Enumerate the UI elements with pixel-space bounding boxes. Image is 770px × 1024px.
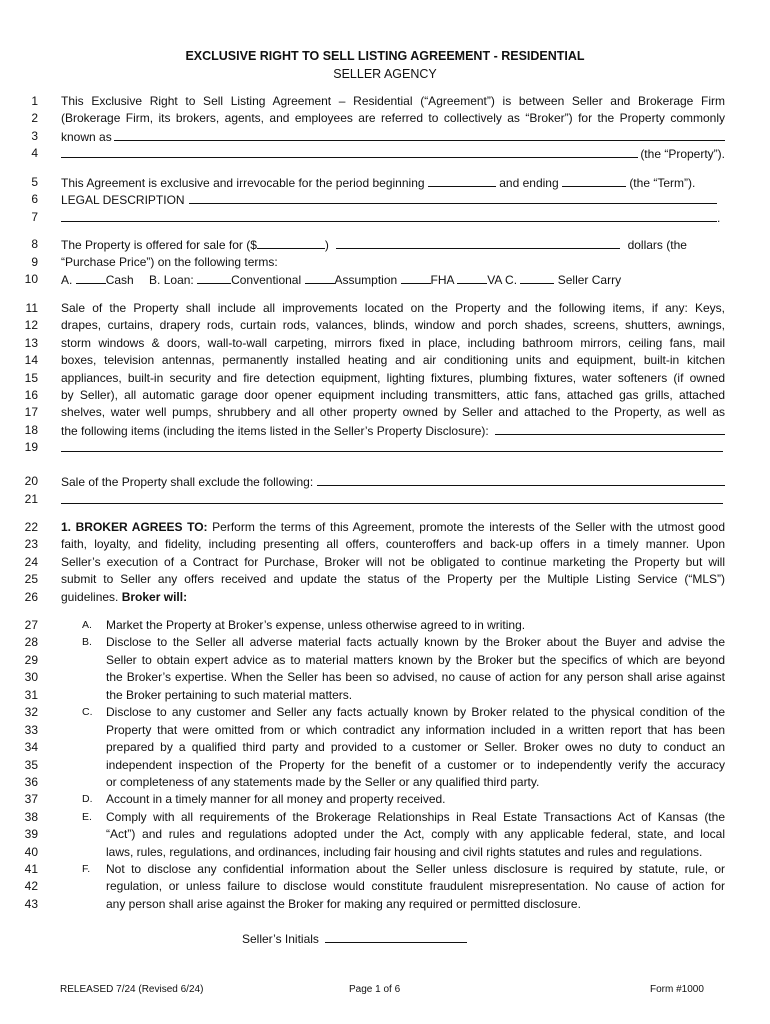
line-number: 12 <box>24 318 38 332</box>
list-marker: A. <box>82 619 92 631</box>
exclusions-label: Sale of the Property shall exclude the following: <box>61 475 314 489</box>
purchase-price-line <box>61 236 725 255</box>
inclusions-line: shelves, water well pumps, shrubbery and all other property owned by Seller and attached to the Property, as well as <box>61 405 725 419</box>
legal-description-field[interactable] <box>189 191 717 204</box>
line-number: 19 <box>24 440 38 454</box>
line-number: 30 <box>24 670 38 684</box>
duty-c-line: independent inspection of the Property for the benefit of a customer or to independently verify the accuracy <box>106 758 725 772</box>
seller-initials-label: Seller’s Initials <box>242 932 319 946</box>
line-number: 27 <box>24 618 38 632</box>
inclusions-items-label: the following items (including the items listed in the Seller’s Property Disclosure): <box>61 424 489 438</box>
line-number: 20 <box>24 474 38 488</box>
duty-b-line: the Broker’s expertise. When the Seller has been so advised, no cause of action for any person shall arise against <box>106 670 725 684</box>
line-number: 8 <box>31 237 38 251</box>
duty-c-line: Disclose to any customer and Seller any facts actually known by Broker related to the physical condition of the <box>106 705 725 719</box>
line-number: 16 <box>24 388 38 402</box>
list-marker: C. <box>82 706 93 718</box>
inclusions-line: Sale of the Property shall include all improvements located on the Property and the following items, if any: Keys, <box>61 301 725 315</box>
duty-c-line: prepared by a qualified third party and provided to a customer or Seller. Broker owes no duty to conduct an <box>106 740 725 754</box>
footer-release: RELEASED 7/24 (Revised 6/24) <box>60 984 204 995</box>
line-number: 22 <box>24 520 38 534</box>
duty-e-line: “Act”) and rules and regulations adopted under the Act, comply with any applicable federal, state, and local <box>106 827 725 841</box>
included-items-field[interactable] <box>495 422 725 435</box>
line-number: 17 <box>24 405 38 419</box>
footer-form-number: Form #1000 <box>650 984 704 995</box>
line-number: 31 <box>24 688 38 702</box>
list-marker: E. <box>82 811 92 823</box>
line-number: 32 <box>24 705 38 719</box>
duty-f-line: Not to disclose any confidential information about the Seller unless disclosure is required by statute, rule, or <box>106 862 725 876</box>
property-address-line-2 <box>61 145 725 164</box>
list-marker: F. <box>82 863 91 875</box>
duty-b-line: Seller to obtain expert advice as to material matters known by the Broker but the specifics of which are beyond <box>106 653 725 667</box>
line-number: 33 <box>24 723 38 737</box>
broker-section-line <box>61 589 725 607</box>
duty-e-line: laws, rules, regulations, and ordinances, including fair housing and civil rights statutes and rules and regulations. <box>106 845 703 859</box>
line-number: 37 <box>24 792 38 806</box>
line-number: 23 <box>24 537 38 551</box>
term-begin-date-field[interactable] <box>428 174 496 187</box>
duty-b-line: the Broker pertaining to such material matters. <box>106 688 353 702</box>
option-b-label: B. Loan: <box>149 273 194 287</box>
option-a-label: A. <box>61 273 73 287</box>
legal-description-field-2[interactable] <box>61 209 717 222</box>
seller-carry-checkbox[interactable] <box>520 271 554 284</box>
broker-section-line: faith, loyalty, and fidelity, including presenting all offers, counteroffers and back-up offers in a timely manner. Upon <box>61 537 725 551</box>
duty-d-line: Account in a timely manner for all money and property received. <box>106 792 446 806</box>
seller-initials-field[interactable] <box>325 930 467 943</box>
financing-terms-line <box>61 271 725 290</box>
line-number: 25 <box>24 572 38 586</box>
duty-f-line: any person shall arise against the Broker for making any required or permitted disclosure. <box>106 897 581 911</box>
line-number: 28 <box>24 635 38 649</box>
line-number: 13 <box>24 336 38 350</box>
line-number: 1 <box>31 94 38 108</box>
price-words-field[interactable] <box>336 236 620 249</box>
cash-label: Cash <box>105 273 134 287</box>
excluded-items-field[interactable] <box>317 473 725 486</box>
line-number: 26 <box>24 590 38 604</box>
option-c-label: C. <box>505 273 518 287</box>
line-number: 4 <box>31 146 38 160</box>
line-number: 11 <box>25 301 38 315</box>
duty-e-line: Comply with all requirements of the Brokerage Relationships in Real Estate Transactions Act of Kansas (the <box>106 810 725 824</box>
line-number: 21 <box>24 492 38 506</box>
line-number: 2 <box>31 111 38 125</box>
duty-c-line: or completeness of any statements made by the Seller or any qualified third party. <box>106 775 540 789</box>
broker-section-heading-line <box>61 519 725 537</box>
footer-page-number: Page 1 of 6 <box>349 984 401 995</box>
property-address-line <box>61 128 725 147</box>
line-number: 5 <box>31 175 38 189</box>
seller-initials-line <box>242 930 467 949</box>
intro-line-1: This Exclusive Right to Sell Listing Agreement – Residential (“Agreement”) is between Seller and Brokerage Firm <box>61 94 725 108</box>
broker-will-heading: Broker will: <box>121 590 188 604</box>
known-as-label: known as <box>61 130 112 144</box>
inclusions-line: drapes, curtains, drapery rods, curtain rods, valances, blinds, window and porch shades, screens, shutters, awnings, <box>61 318 725 332</box>
price-label: The Property is offered for sale for ($ <box>61 238 257 252</box>
list-marker: D. <box>82 793 93 805</box>
line-number: 41 <box>24 862 38 876</box>
property-address-field-2[interactable] <box>61 145 638 158</box>
price-dollars-label: dollars (the <box>627 238 687 252</box>
term-end-label: and ending <box>499 176 559 190</box>
excluded-items-field-2[interactable] <box>61 491 723 504</box>
price-numeric-field[interactable] <box>257 236 325 249</box>
seller-carry-label: Seller Carry <box>557 273 622 287</box>
line-number: 9 <box>31 255 38 269</box>
line-number: 3 <box>31 129 38 143</box>
list-marker: B. <box>82 636 92 648</box>
included-items-field-2[interactable] <box>61 439 723 452</box>
va-checkbox[interactable] <box>457 271 487 284</box>
exclusions-line-2 <box>61 491 725 510</box>
duty-f-line: regulation, or unless failure to disclose would constitute fraudulent misrepresentation. No cause of action for <box>106 879 725 893</box>
broker-section-line: submit to Seller any offers received and update the status of the Property per the Multiple Listing Service (“MLS”) <box>61 572 725 586</box>
assumption-checkbox[interactable] <box>305 271 335 284</box>
line-number: 10 <box>24 272 38 286</box>
term-begin-label: This Agreement is exclusive and irrevocable for the period beginning <box>61 176 425 190</box>
guidelines-text: guidelines. <box>61 590 119 604</box>
term-line <box>61 174 725 193</box>
line-number: 14 <box>24 353 38 367</box>
broker-section-text: Perform the terms of this Agreement, promote the interests of the Seller with the utmost good <box>212 520 725 534</box>
duty-c-line: Property that were omitted from or which contradict any information included in a written report that has been <box>106 723 725 737</box>
conventional-label: Conventional <box>231 273 302 287</box>
line-number: 35 <box>24 758 38 772</box>
cash-checkbox[interactable] <box>76 271 106 284</box>
line-number: 15 <box>24 371 38 385</box>
assumption-label: Assumption <box>334 273 398 287</box>
duty-a-line: Market the Property at Broker’s expense, unless otherwise agreed to in writing. <box>106 618 526 632</box>
line-number: 24 <box>24 555 38 569</box>
fha-label: FHA <box>430 273 454 287</box>
intro-line-2: (Brokerage Firm, its brokers, agents, and employees are referred to collectively as “Broker”) for the Property commonly <box>61 111 725 125</box>
purchase-price-line-2: “Purchase Price”) on the following terms: <box>61 255 278 269</box>
property-definition: (the “Property”). <box>640 147 725 161</box>
document-subtitle: SELLER AGENCY <box>333 67 437 81</box>
line-number: 40 <box>24 845 38 859</box>
term-end-date-field[interactable] <box>562 174 626 187</box>
legal-description-line <box>61 191 725 210</box>
price-paren: ) <box>324 238 329 252</box>
line-number: 38 <box>24 810 38 824</box>
line-number: 6 <box>31 192 38 206</box>
inclusions-items-line-2 <box>61 439 725 458</box>
va-label: VA <box>487 273 502 287</box>
line-number: 34 <box>24 740 38 754</box>
legal-description-line-2: . <box>61 209 725 228</box>
conventional-checkbox[interactable] <box>197 271 231 284</box>
property-address-field[interactable] <box>114 128 725 141</box>
broker-section-heading: 1. BROKER AGREES TO: <box>61 520 208 534</box>
broker-section-line: Seller’s execution of a Contract for Purchase, Broker will not be obligated to continue marketing the Property but will <box>61 555 725 569</box>
duty-b-line: Disclose to the Seller all adverse material facts actually known by the Broker about the Buyer and advise the <box>106 635 725 649</box>
line-number: 39 <box>24 827 38 841</box>
exclusions-line <box>61 473 725 492</box>
inclusions-line: boxes, television antennas, permanently installed heating and air conditioning units and equipment, built-in kitchen <box>61 353 725 367</box>
term-definition: (the “Term”). <box>629 176 696 190</box>
line-number: 36 <box>24 775 38 789</box>
fha-checkbox[interactable] <box>401 271 431 284</box>
line-number: 42 <box>24 879 38 893</box>
line-number: 29 <box>24 653 38 667</box>
inclusions-items-line <box>61 422 725 441</box>
inclusions-line: appliances, built-in security and fire detection equipment, lighting fixtures, plumbing fixtures, water softeners (if owned <box>61 371 725 385</box>
inclusions-line: storm windows & doors, wall-to-wall carpeting, mirrors fixed in place, including bathroom mirrors, ceiling fans, mail <box>61 336 725 350</box>
line-number: 18 <box>24 423 38 437</box>
line-number: 43 <box>24 897 38 911</box>
document-title: EXCLUSIVE RIGHT TO SELL LISTING AGREEMENT - RESIDENTIAL <box>185 49 585 63</box>
legal-description-label: LEGAL DESCRIPTION <box>61 193 185 207</box>
inclusions-line: by Seller), all automatic garage door opener equipment including transmitters, attic fans, attached gas grills, attached <box>61 388 725 402</box>
line-number: 7 <box>31 210 38 224</box>
